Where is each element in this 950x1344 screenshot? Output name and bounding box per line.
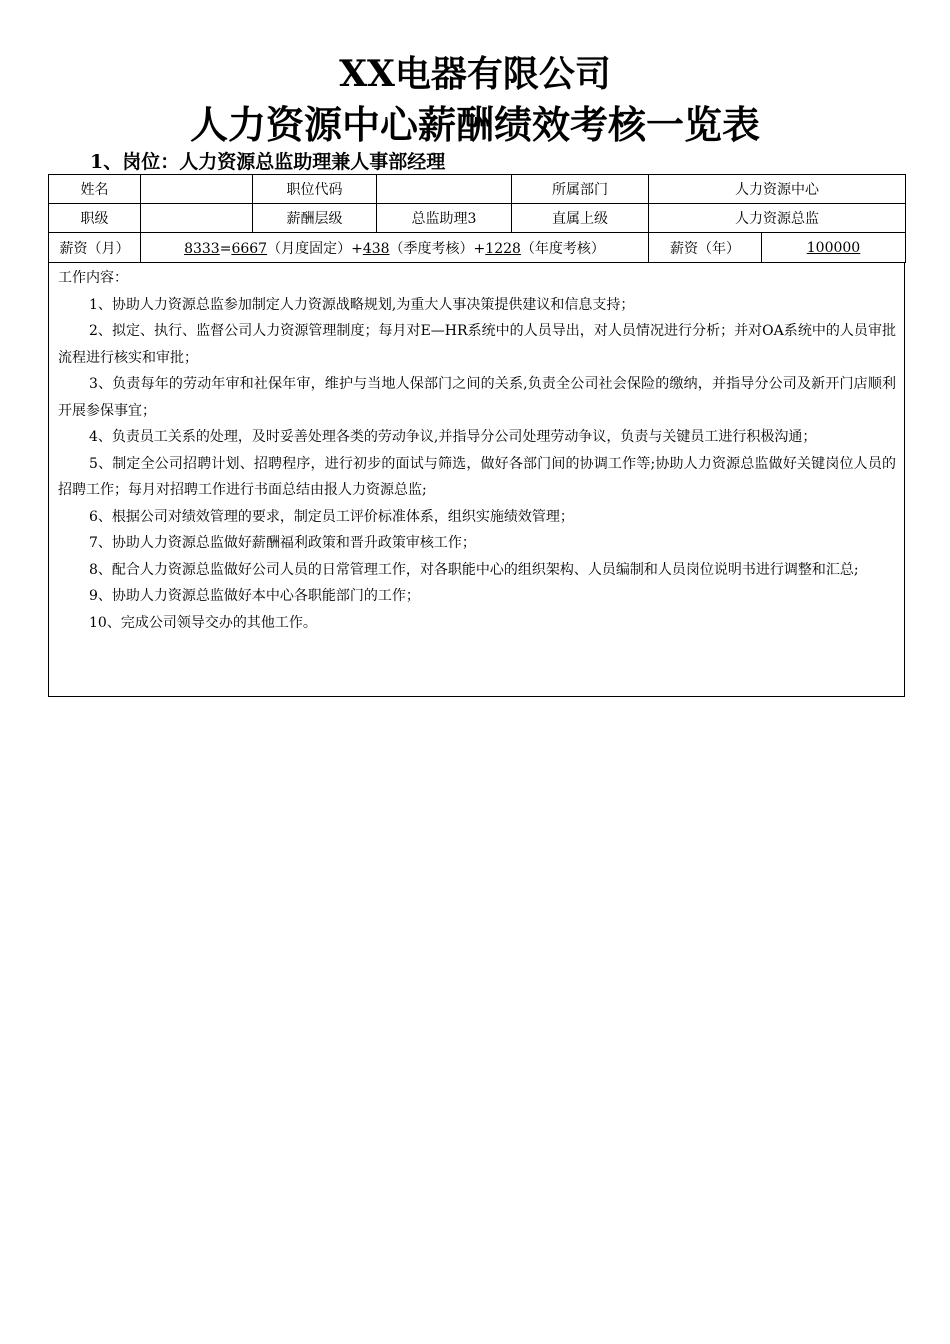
- annual-amount: 1228: [485, 240, 521, 257]
- name-value: [141, 175, 253, 204]
- fixed-amount: 6667: [231, 240, 268, 257]
- work-item: 7、协助人力资源总监做好薪酬福利政策和晋升政策审核工作；: [89, 535, 476, 551]
- monthly-total: 8333: [184, 240, 220, 257]
- work-content-heading: 工作内容：: [58, 270, 128, 286]
- position-code-label: 职位代码: [253, 175, 377, 204]
- info-row-2: [49, 204, 906, 233]
- work-item: 3、负责每年的劳动年审和社保年审，维护与当地人保部门之间的关系,负责全公司社会保险的缴纳，并指导分公司及新开门店顺利开展参保事宜；: [58, 376, 896, 419]
- name-label: 姓名: [49, 175, 141, 204]
- work-item: 1、协助人力资源总监参加制定人力资源战略规划,为重大人事决策提供建议和信息支持；: [89, 296, 635, 313]
- rank-label: 职级: [49, 204, 141, 233]
- monthly-salary-label: 薪资（月）: [49, 233, 141, 263]
- position-code-value: [377, 175, 512, 204]
- department-value: 人力资源中心: [649, 175, 906, 204]
- position-heading: 1、岗位：人力资源总监助理兼人事部经理: [90, 151, 446, 173]
- document-title: 人力资源中心薪酬绩效考核一览表: [189, 102, 760, 147]
- yearly-salary-label: 薪资（年）: [649, 233, 762, 263]
- work-item: 2、拟定、执行、监督公司人力资源管理制度；每月对E—HR系统中的人员导出，对人员情况进行分析；并对OA系统中的人员审批流程进行核实和审批；: [58, 323, 896, 366]
- superior-label: 直属上级: [512, 204, 649, 233]
- work-item: 5、制定全公司招聘计划、招聘程序，进行初步的面试与筛选，做好各部门间的协调工作等;协助人力资源总监做好关键岗位人员的招聘工作；每月对招聘工作进行书面总结由报人力资源总监;: [58, 455, 896, 498]
- equals-sign: =: [219, 240, 232, 257]
- yearly-salary-value-cell: [762, 233, 906, 263]
- info-row-3: [49, 233, 906, 263]
- department-label: 所属部门: [512, 175, 649, 204]
- work-item: 10、完成公司领导交办的其他工作。: [89, 614, 317, 631]
- quarterly-amount: 438: [362, 240, 390, 257]
- work-item: 8、配合人力资源总监做好公司人员的日常管理工作，对各职能中心的组织架构、人员编制和人员岗位说明书进行调整和汇总;: [89, 561, 859, 578]
- fixed-text: （月度固定）+: [267, 240, 363, 257]
- pay-grade-value: 总监助理3: [377, 204, 512, 233]
- pay-grade-label: 薪酬层级: [253, 204, 377, 233]
- company-title: XX电器有限公司: [339, 53, 611, 95]
- yearly-salary-value: 100000: [806, 239, 861, 256]
- work-item: 6、根据公司对绩效管理的要求，制定员工评价标准体系，组织实施绩效管理；: [89, 508, 574, 525]
- work-item: 4、负责员工关系的处理，及时妥善处理各类的劳动争议,并指导分公司处理劳动争议，负责与关键员工进行积极沟通；: [89, 429, 817, 445]
- monthly-salary-formula: [141, 233, 649, 263]
- annual-text: （年度考核）: [520, 240, 605, 257]
- superior-value: 人力资源总监: [649, 204, 906, 233]
- work-item: 9、协助人力资源总监做好本中心各职能部门的工作；: [89, 588, 420, 604]
- work-content-box: [48, 262, 905, 697]
- info-row-1: [49, 175, 906, 204]
- rank-value: [141, 204, 253, 233]
- quarterly-text: （季度考核）+: [389, 240, 486, 257]
- info-table: [48, 174, 906, 263]
